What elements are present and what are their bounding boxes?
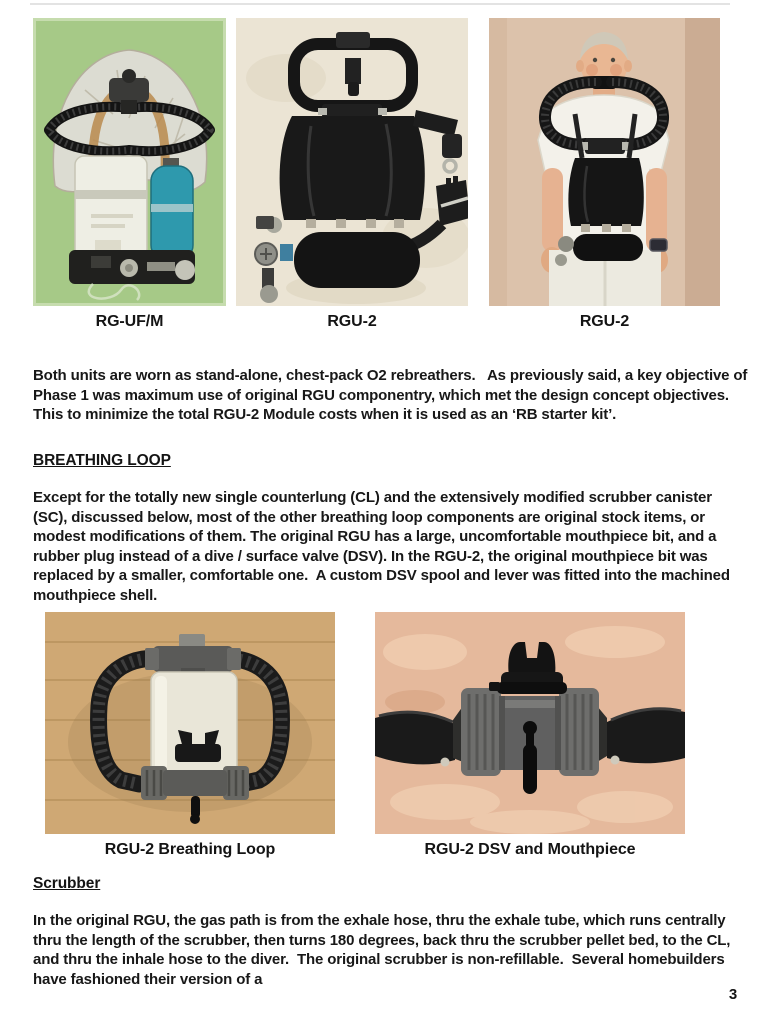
scrubber-canister [75,156,147,258]
photo-rgu2-worn [489,18,720,306]
caption-dsv-mouthpiece: RGU-2 DSV and Mouthpiece [424,841,636,858]
caption-rgu2-unit: RGU-2 [327,313,377,330]
counterlung-bag [280,116,425,220]
breathing-loop-paragraph: Except for the totally new single counterlung (CL) and the extensively modified scrubber canister (SC), discussed below, most of the other breathing loop components are original stock items, or modest modifications of them. The original RGU has a large, uncomfortable mouthpiece bit, and a rubber plug instead of a dive / surface valve (DSV). In the RGU-2, the original mouthpiece bit was replaced by a smaller, comfortable one. A custom DSV spool and lever was fitted into the machined mouthpiece shell. [33,489,734,604]
photo-rgu2-unit [236,18,468,306]
scrubber-cylinder [573,234,643,261]
dsv-lever [523,721,537,794]
valve-base-block [69,250,195,284]
scrubber-cylinder [294,232,420,288]
caption-breathing-loop: RGU-2 Breathing Loop [104,841,276,858]
counterlung-bag [568,158,643,226]
photo-breathing-loop [45,612,335,834]
figure-rg-ufm [33,18,226,331]
page-number: 3 [728,986,738,1003]
counterlung-neck-fitting [318,104,387,118]
figure-breathing-loop [45,612,335,859]
scrubber-paragraph: In the original RGU, the gas path is from the exhale hose, thru the exhale tube, which runs centrally thru the length of the scrubber, then turns 180 degrees, back thru the scrubber pellet bed, to the CL, and thru the inhale hose to the diver. The original scrubber is non-refillable. Several homebuilders have fashioned their version of a [33,912,735,988]
caption-rg-ufm: RG-UF/M [95,313,164,330]
scan-artifact-line [30,3,730,5]
oxygen-cylinder [151,158,193,260]
figure-rgu2-unit [236,18,468,331]
photo-dsv-mouthpiece [375,612,685,834]
hose-tee-fitting [585,138,625,154]
photo-rg-ufm-unit [33,18,226,306]
figure-dsv-mouthpiece [375,612,685,859]
caption-rgu2-worn: RGU-2 [579,313,630,330]
section-heading-scrubber: Scrubber [33,875,101,892]
wristwatch [650,239,667,251]
figure-rgu2-worn [489,18,720,331]
intro-paragraph: Both units are worn as stand-alone, chest-pack O2 rebreathers. As previously said, a key objective of Phase 1 was maximum use of original RGU componentry, which met the design concept objectives. This to minimize the total RGU-2 Module costs when it is used as an ‘RB starter kit’. [33,367,752,423]
section-heading-breathing-loop: BREATHING LOOP [33,452,171,469]
